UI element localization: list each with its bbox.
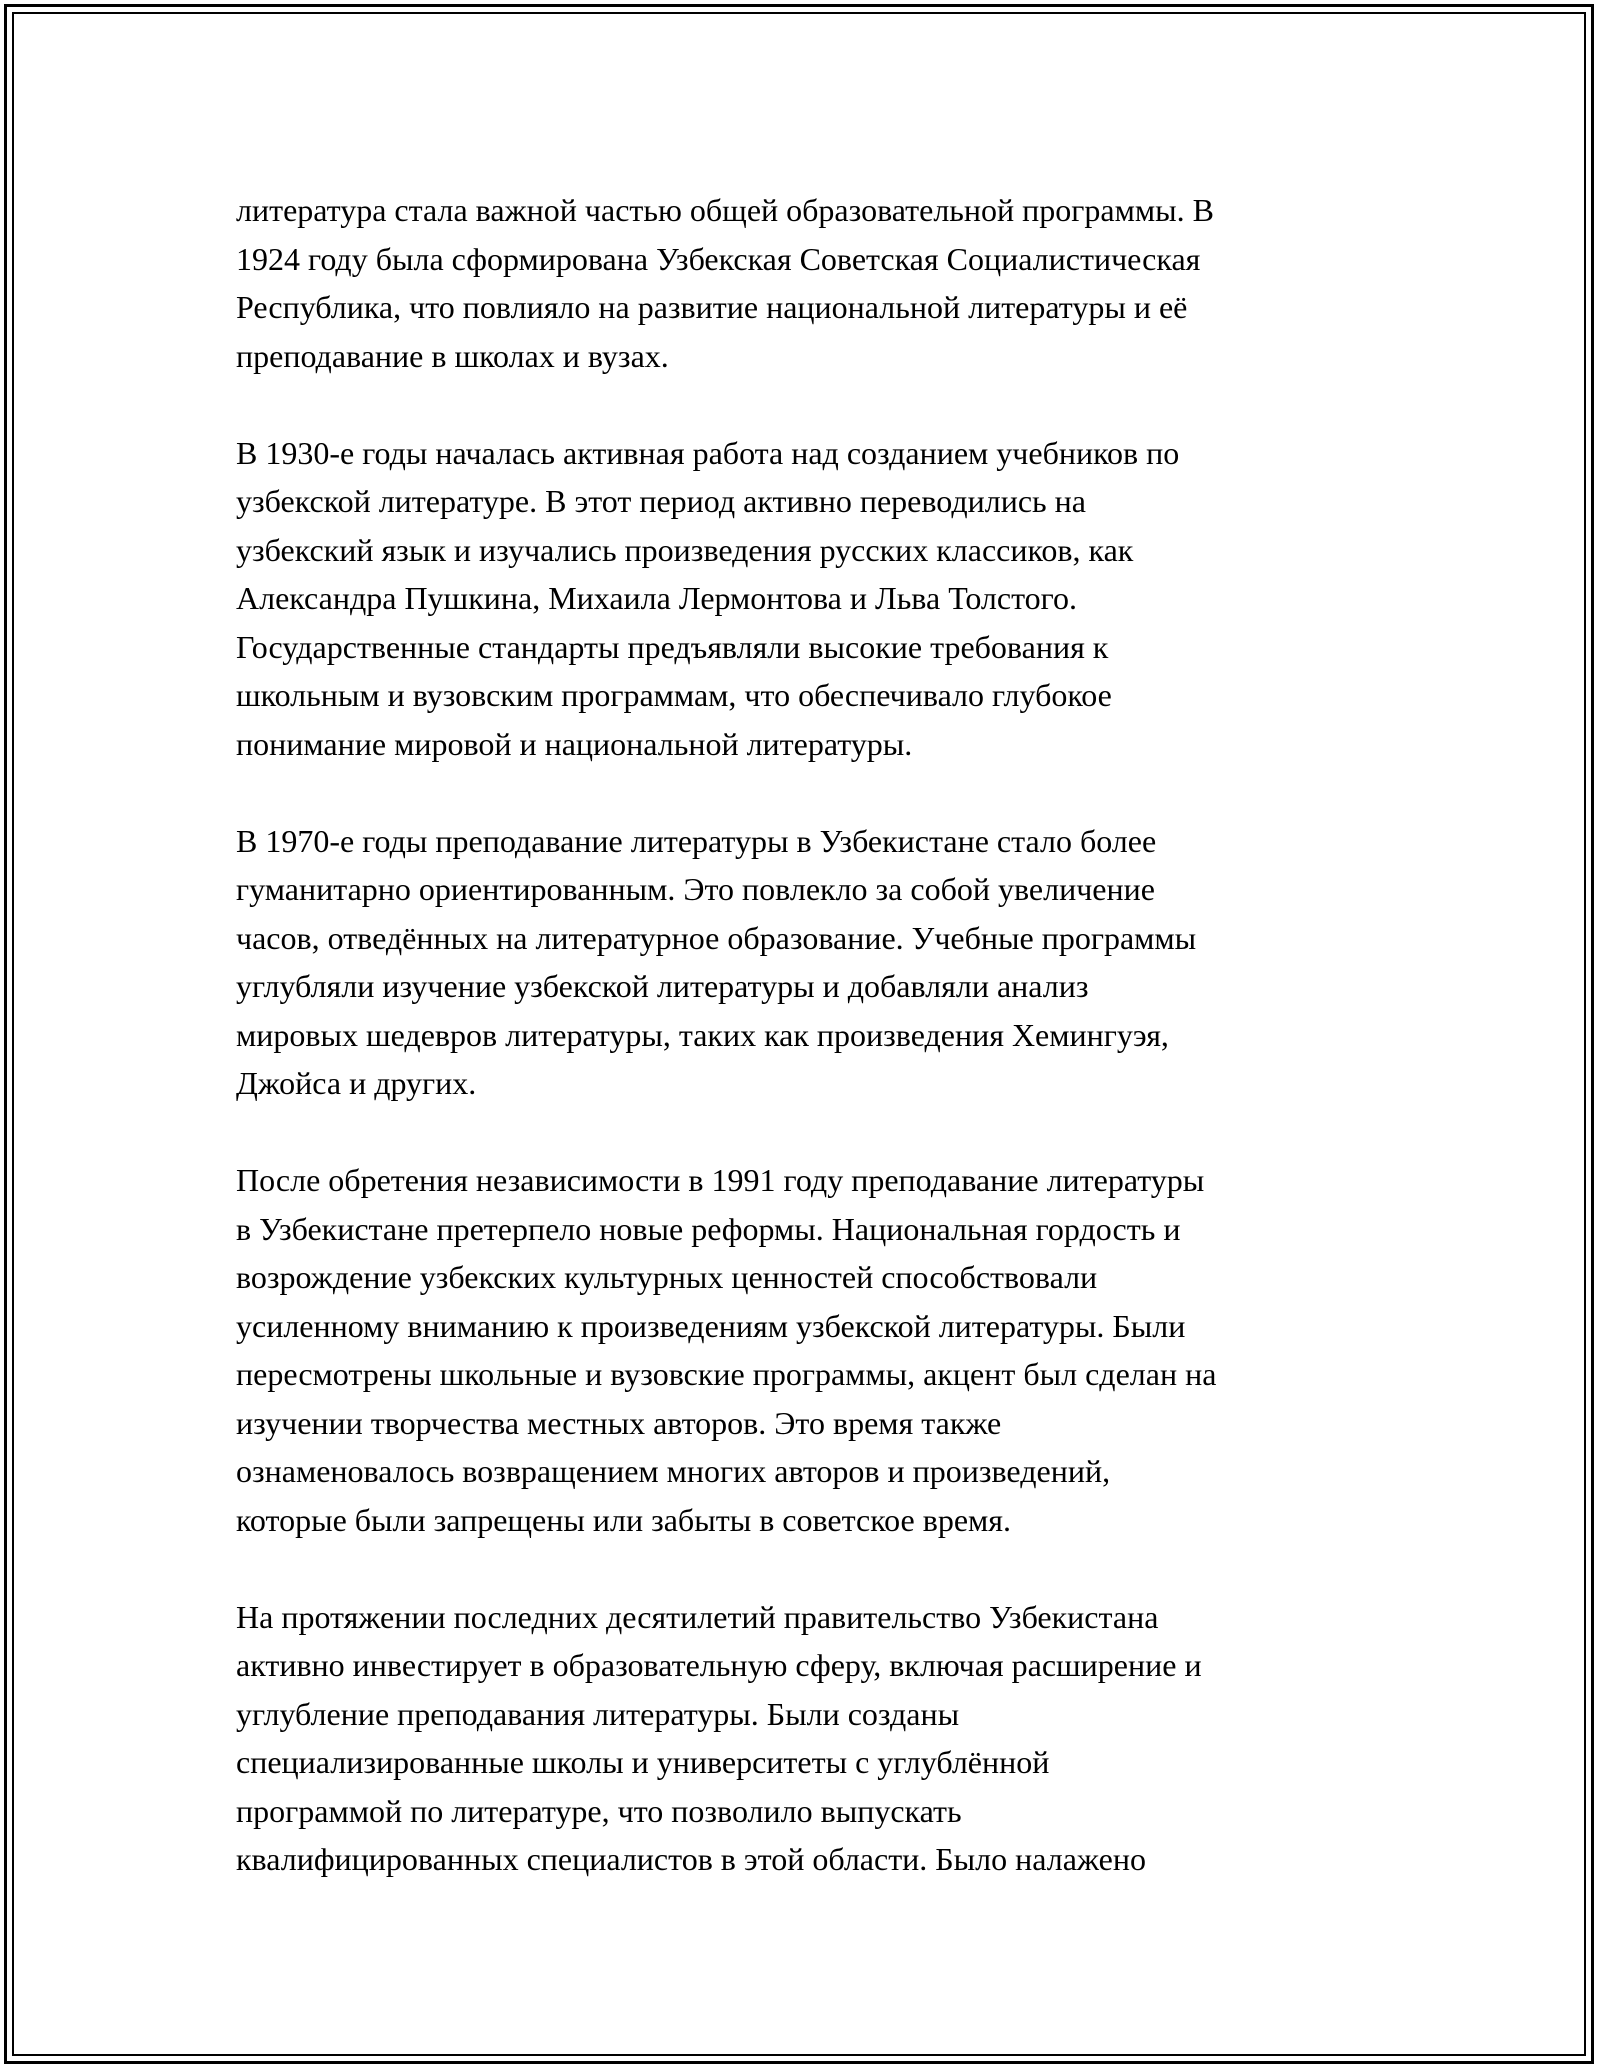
text-line: 1924 году была сформирована Узбекская Советская Социалистическая [236,240,1201,277]
text-line: углубление преподавания литературы. Были созданы [236,1695,960,1732]
paragraph-3 [236,817,1376,1108]
text-line: преподавание в школах и вузах. [236,337,669,374]
text-line: После обретения независимости в 1991 году преподавание литературы [236,1162,1205,1198]
text-line: гуманитарно ориентированным. Это повлекло за собой увеличение [236,871,1155,907]
text-line: узбекской литературе. В этот период активно переводились на [236,483,1086,519]
text-line: Республика, что повлияло на развитие национальной литературы и её [236,289,1188,325]
text-line: углубляли изучение узбекской литературы и добавляли анализ [236,968,1089,1004]
text-line: понимание мировой и национальной литературы. [236,725,913,762]
text-line: Джойса и других. [236,1065,477,1101]
text-line: узбекский язык и изучались произведения русских классиков, как [236,531,1134,568]
text-line: ознаменовалось возвращением многих авторов и произведений, [236,1453,1111,1489]
text-line: школьным и вузовским программам, что обеспечивало глубокое [236,677,1112,713]
text-line: которые были запрещены или забыты в советское время. [236,1501,1011,1538]
text-line: активно инвестирует в образовательную сферу, включая расширение и [236,1647,1202,1683]
text-line: специализированные школы и университеты с углублённой [236,1744,1050,1780]
text-line: В 1930-е годы началась активная работа над созданием учебников по [236,434,1180,471]
paragraph-4 [236,1156,1376,1544]
text-line: изучении творчества местных авторов. Это время также [236,1404,1002,1441]
text-line: квалифицированных специалистов в этой области. Было налажено [236,1841,1146,1877]
text-line: Государственные стандарты предъявляли высокие требования к [236,628,1109,665]
paragraph-2 [236,429,1376,769]
text-line: усиленному вниманию к произведениям узбекской литературы. Были [236,1307,1186,1344]
text-line: в Узбекистане претерпело новые реформы. Национальная гордость и [236,1210,1181,1247]
paragraph-5 [236,1593,1376,1884]
text-line: программой по литературе, что позволило выпускать [236,1792,962,1829]
text-line: В 1970-е годы преподавание литературы в Узбекистане стало более [236,822,1157,859]
text-line: На протяжении последних десятилетий правительство Узбекистана [236,1598,1159,1635]
text-line: Александра Пушкина, Михаила Лермонтова и Льва Толстого. [236,580,1077,616]
document-body [236,186,1376,1884]
text-line: литература стала важной частью общей образовательной программы. В [236,192,1214,228]
paragraph-1 [236,186,1376,380]
text-line: часов, отведённых на литературное образование. Учебные программы [236,919,1197,956]
text-line: возрождение узбекских культурных ценностей способствовали [236,1259,1098,1295]
text-line: мировых шедевров литературы, таких как произведения Хемингуэя, [236,1016,1169,1053]
text-line: пересмотрены школьные и вузовские программы, акцент был сделан на [236,1356,1217,1392]
